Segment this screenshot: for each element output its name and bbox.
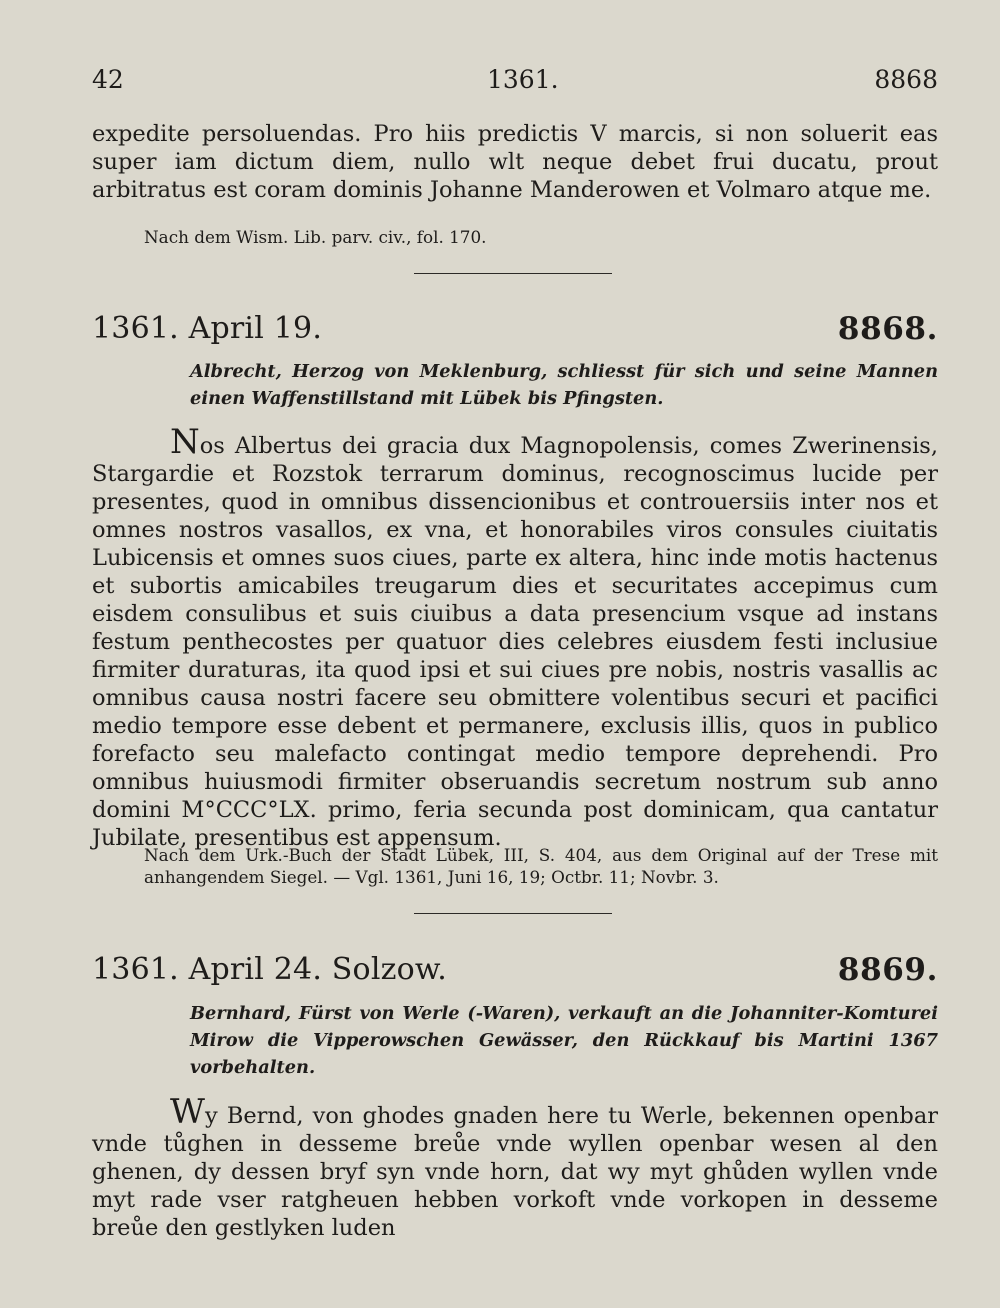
entry-8869-body	[92, 1092, 938, 1242]
intro-paragraph: expedite persoluendas. Pro hiis predictis V marcis, si non soluerit eas super iam dictum diem, nullo wlt neque debet frui ducatu, prout arbitratus est coram dominis Johanne Manderowen et Volmaro atque me.	[92, 121, 938, 203]
entry-8869-number: 8869.	[837, 952, 938, 988]
entry-8869-date: 1361. April 24. Solzow.	[92, 952, 447, 987]
section-divider	[414, 273, 612, 274]
entry-8868-summary: Albrecht, Herzog von Meklenburg, schliesst für sich und seine Mannen einen Waffenstillstand mit Lübek bis Pfingsten.	[190, 361, 938, 409]
entry-8869-dropcap: W	[170, 1092, 205, 1132]
intro-source-block	[92, 226, 938, 248]
page-number: 42	[92, 65, 124, 94]
running-header	[92, 64, 938, 96]
section-divider	[414, 913, 612, 914]
entry-8868-source-block	[92, 844, 938, 888]
entry-8868-source-note: Nach dem Urk.-Buch der Stadt Lübek, III, S. 404, aus dem Original auf der Trese mit anhangendem Siegel. — Vgl. 1361, Juni 16, 19; Octbr. 11; Novbr. 3.	[144, 845, 938, 887]
entry-8868-dropcap: N	[170, 422, 200, 462]
header-year: 1361.	[487, 65, 559, 94]
entry-8868-body-text: os Albertus dei gracia dux Magnopolensis, comes Zwerinensis, Stargardie et Rozstok terrarum dominus, recognoscimus lucide per presentes, quod in omnibus dissencionibus et controuersiis inter nos et omnes nostros vasallos, ex vna, et honorabiles viros consules ciuitatis Lubicensis et omnes suos ciues, parte ex altera, hinc inde motis hactenus et subortis amicabiles treugarum dies et securitates accepimus cum eisdem consulibus et suis ciuibus a data presencium vsque ad instans festum penthecostes per quatuor dies celebres eiusdem festi inclusiue firmiter duraturas, ita quod ipsi et sui ciues pre nobis, nostris vasallis ac omnibus causa nostri facere seu obmittere volentibus securi et pacifici medio tempore esse debent et permanere, exclusis illis, quos in publico forefacto seu malefacto contingat medio tempore deprehendi. Pro omnibus huiusmodi firmiter obseruandis secretum nostrum sub anno domini M°CCC°LX. primo, feria secunda post dominicam, qua cantatur Jubilate, presentibus est appensum.	[92, 433, 938, 851]
intro-source-note: Nach dem Wism. Lib. parv. civ., fol. 170.	[144, 227, 487, 247]
header-document-number: 8868	[874, 65, 938, 94]
entry-8869-summary: Bernhard, Fürst von Werle (-Waren), verkauft an die Johanniter-Komturei Mirow die Vipperowschen Gewässer, den Rückkauf bis Martini 1367 vorbehalten.	[190, 1003, 938, 1078]
entry-8868-body-block	[92, 422, 938, 852]
entry-8869-body-text: y Bernd, von ghodes gnaden here tu Werle, bekennen openbar vnde tůghen in desseme breůe vnde wyllen openbar wesen al den ghenen, dy dessen bryf syn vnde horn, dat wy myt ghůden wyllen vnde myt rade vser ratgheuen hebben vorkoft vnde vorkopen in desseme breůe den gestlyken luden	[92, 1103, 938, 1241]
entry-8868-body	[92, 422, 938, 852]
intro-block	[92, 120, 938, 204]
entry-8868-heading	[92, 310, 938, 348]
entry-8868-date: 1361. April 19.	[92, 311, 323, 346]
entry-8868-number: 8868.	[837, 311, 938, 347]
entry-8869-body-block	[92, 1092, 938, 1242]
entry-8869-heading	[92, 951, 938, 989]
